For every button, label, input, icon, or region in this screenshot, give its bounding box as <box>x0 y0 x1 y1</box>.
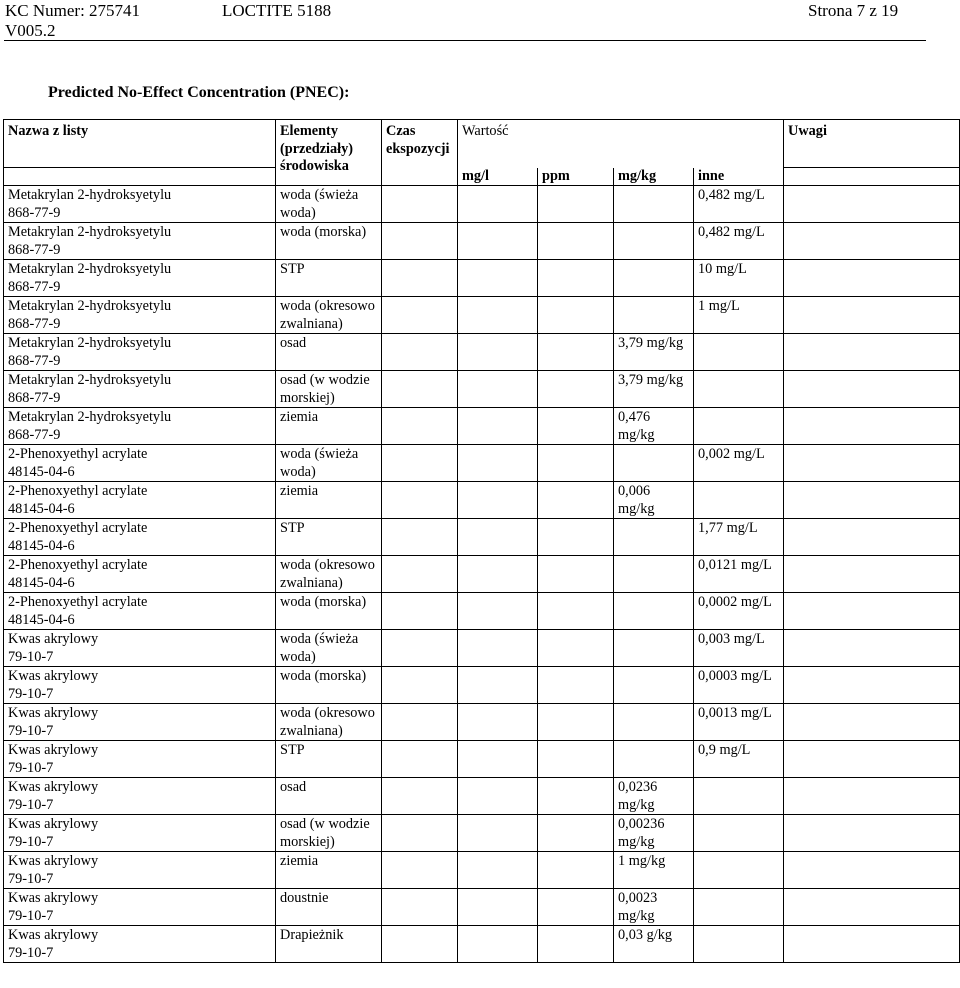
environment-cell: osad (w wodzie morskiej) <box>276 815 382 852</box>
value-mgkg-cell <box>614 704 694 741</box>
value-mgkg-cell <box>614 741 694 778</box>
value-inne-cell: 0,0121 mg/L <box>694 556 784 593</box>
exposure-time-cell <box>382 704 458 741</box>
value-mgl-cell <box>458 186 538 223</box>
value-mgkg-cell <box>614 593 694 630</box>
cas-number: 48145-04-6 <box>8 611 75 628</box>
table-row <box>4 334 960 371</box>
cas-number: 868-77-9 <box>8 204 61 221</box>
environment-cell: ziemia <box>276 852 382 889</box>
header-rule <box>4 40 926 41</box>
value-mgl-cell <box>458 445 538 482</box>
value-mgl-cell <box>458 297 538 334</box>
substance-cell <box>4 445 276 482</box>
notes-cell <box>784 667 960 704</box>
substance-cell <box>4 482 276 519</box>
value-mgl-cell <box>458 704 538 741</box>
value-inne-cell <box>694 778 784 815</box>
value-ppm-cell <box>538 593 614 630</box>
table-row <box>4 815 960 852</box>
cas-number: 79-10-7 <box>8 722 54 739</box>
value-mgkg-cell: 0,006 mg/kg <box>614 482 694 519</box>
notes-cell <box>784 223 960 260</box>
value-mgl-cell <box>458 260 538 297</box>
substance-name: 2-Phenoxyethyl acrylate <box>8 446 148 462</box>
environment-cell: osad <box>276 778 382 815</box>
table-row <box>4 556 960 593</box>
exposure-time-cell <box>382 630 458 667</box>
substance-cell <box>4 667 276 704</box>
value-mgkg-cell <box>614 630 694 667</box>
substance-cell <box>4 186 276 223</box>
exposure-time-cell <box>382 408 458 445</box>
substance-name: 2-Phenoxyethyl acrylate <box>8 594 148 610</box>
value-inne-cell: 1,77 mg/L <box>694 519 784 556</box>
value-mgkg-cell: 0,00236 mg/kg <box>614 815 694 852</box>
exposure-time-cell <box>382 556 458 593</box>
value-ppm-cell <box>538 371 614 408</box>
value-inne-cell: 0,0003 mg/L <box>694 667 784 704</box>
value-mgl-cell <box>458 630 538 667</box>
value-ppm-cell <box>538 630 614 667</box>
value-inne-cell <box>694 926 784 963</box>
substance-name: Kwas akrylowy <box>8 668 99 684</box>
notes-cell <box>784 482 960 519</box>
value-ppm-cell <box>538 556 614 593</box>
value-ppm-cell <box>538 408 614 445</box>
notes-cell <box>784 593 960 630</box>
table-row <box>4 371 960 408</box>
exposure-time-cell <box>382 852 458 889</box>
section-title: Predicted No-Effect Concentration (PNEC): <box>48 84 350 101</box>
value-inne-cell: 0,482 mg/L <box>694 223 784 260</box>
exposure-time-cell <box>382 371 458 408</box>
col-time-header: Czas ekspozycji <box>382 120 458 186</box>
environment-cell: doustnie <box>276 889 382 926</box>
environment-cell: ziemia <box>276 408 382 445</box>
cas-number: 868-77-9 <box>8 241 61 258</box>
cas-number: 79-10-7 <box>8 759 54 776</box>
version: V005.2 <box>5 21 56 40</box>
environment-cell: woda (okresowo zwalniana) <box>276 556 382 593</box>
cas-number: 79-10-7 <box>8 907 54 924</box>
col-value-header: Wartość <box>458 120 784 168</box>
substance-name: 2-Phenoxyethyl acrylate <box>8 520 148 536</box>
value-ppm-cell <box>538 815 614 852</box>
exposure-time-cell <box>382 297 458 334</box>
value-ppm-cell <box>538 852 614 889</box>
value-ppm-cell <box>538 926 614 963</box>
substance-cell <box>4 852 276 889</box>
table-row <box>4 408 960 445</box>
notes-cell <box>784 630 960 667</box>
substance-name: Metakrylan 2-hydroksyetylu <box>8 298 172 314</box>
exposure-time-cell <box>382 445 458 482</box>
environment-cell: STP <box>276 260 382 297</box>
value-mgl-cell <box>458 889 538 926</box>
notes-cell <box>784 371 960 408</box>
substance-cell <box>4 741 276 778</box>
environment-cell: woda (okresowo zwalniana) <box>276 297 382 334</box>
cas-number: 868-77-9 <box>8 426 61 443</box>
substance-cell <box>4 889 276 926</box>
value-ppm-cell <box>538 519 614 556</box>
substance-name: Metakrylan 2-hydroksyetylu <box>8 187 172 203</box>
substance-cell <box>4 630 276 667</box>
notes-cell <box>784 445 960 482</box>
table-row <box>4 593 960 630</box>
environment-cell: woda (świeża woda) <box>276 186 382 223</box>
exposure-time-cell <box>382 593 458 630</box>
environment-cell: ziemia <box>276 482 382 519</box>
value-mgkg-cell <box>614 297 694 334</box>
substance-cell <box>4 926 276 963</box>
value-mgl-cell <box>458 482 538 519</box>
pnec-table <box>3 119 960 963</box>
table-row <box>4 445 960 482</box>
exposure-time-cell <box>382 741 458 778</box>
table-row <box>4 704 960 741</box>
value-inne-cell: 0,002 mg/L <box>694 445 784 482</box>
cas-number: 868-77-9 <box>8 389 61 406</box>
value-inne-cell: 0,003 mg/L <box>694 630 784 667</box>
substance-name: Metakrylan 2-hydroksyetylu <box>8 335 172 351</box>
notes-cell <box>784 186 960 223</box>
substance-cell <box>4 408 276 445</box>
value-ppm-cell <box>538 704 614 741</box>
substance-cell <box>4 556 276 593</box>
table-row <box>4 852 960 889</box>
environment-cell: STP <box>276 741 382 778</box>
notes-cell <box>784 778 960 815</box>
table-row <box>4 667 960 704</box>
table-row <box>4 630 960 667</box>
exposure-time-cell <box>382 519 458 556</box>
value-ppm-cell <box>538 297 614 334</box>
cas-number: 48145-04-6 <box>8 537 75 554</box>
value-mgkg-cell <box>614 223 694 260</box>
substance-name: Kwas akrylowy <box>8 779 99 795</box>
value-ppm-cell <box>538 667 614 704</box>
substance-cell <box>4 778 276 815</box>
substance-cell <box>4 519 276 556</box>
notes-cell <box>784 556 960 593</box>
substance-name: Kwas akrylowy <box>8 742 99 758</box>
exposure-time-cell <box>382 926 458 963</box>
value-inne-cell: 0,482 mg/L <box>694 186 784 223</box>
value-ppm-cell <box>538 223 614 260</box>
table-row <box>4 889 960 926</box>
cas-number: 79-10-7 <box>8 833 54 850</box>
value-mgl-cell <box>458 778 538 815</box>
value-mgkg-cell <box>614 186 694 223</box>
exposure-time-cell <box>382 778 458 815</box>
environment-cell: woda (okresowo zwalniana) <box>276 704 382 741</box>
cas-number: 48145-04-6 <box>8 500 75 517</box>
value-mgl-cell <box>458 815 538 852</box>
substance-name: Metakrylan 2-hydroksyetylu <box>8 261 172 277</box>
exposure-time-cell <box>382 667 458 704</box>
value-inne-cell <box>694 852 784 889</box>
value-inne-cell <box>694 482 784 519</box>
substance-name: Kwas akrylowy <box>8 890 99 906</box>
value-inne-cell <box>694 815 784 852</box>
value-mgkg-cell <box>614 556 694 593</box>
value-ppm-cell <box>538 482 614 519</box>
col-elements-header: Elementy (przedziały) środowiska <box>276 120 382 186</box>
value-mgkg-cell: 1 mg/kg <box>614 852 694 889</box>
value-inne-cell: 0,0002 mg/L <box>694 593 784 630</box>
cas-number: 868-77-9 <box>8 315 61 332</box>
product-name: LOCTITE 5188 <box>222 1 332 20</box>
value-mgkg-cell <box>614 445 694 482</box>
value-mgl-cell <box>458 667 538 704</box>
table-row <box>4 223 960 260</box>
environment-cell: STP <box>276 519 382 556</box>
cas-number: 48145-04-6 <box>8 574 75 591</box>
value-mgkg-cell: 0,476 mg/kg <box>614 408 694 445</box>
exposure-time-cell <box>382 482 458 519</box>
cas-number: 79-10-7 <box>8 796 54 813</box>
value-mgkg-cell <box>614 260 694 297</box>
value-ppm-cell <box>538 186 614 223</box>
substance-name: Metakrylan 2-hydroksyetylu <box>8 409 172 425</box>
notes-cell <box>784 815 960 852</box>
substance-cell <box>4 704 276 741</box>
exposure-time-cell <box>382 334 458 371</box>
table-row <box>4 741 960 778</box>
environment-cell: woda (morska) <box>276 667 382 704</box>
notes-cell <box>784 889 960 926</box>
value-ppm-cell <box>538 889 614 926</box>
unit-inne: inne <box>694 168 784 186</box>
environment-cell: woda (świeża woda) <box>276 630 382 667</box>
value-mgkg-cell: 3,79 mg/kg <box>614 371 694 408</box>
value-inne-cell: 0,0013 mg/L <box>694 704 784 741</box>
value-mgkg-cell: 0,03 g/kg <box>614 926 694 963</box>
substance-cell <box>4 297 276 334</box>
substance-cell <box>4 371 276 408</box>
doc-number: KC Numer: 275741 <box>5 1 141 20</box>
value-mgl-cell <box>458 556 538 593</box>
substance-name: Kwas akrylowy <box>8 853 99 869</box>
environment-cell: Drapieżnik <box>276 926 382 963</box>
substance-name: Kwas akrylowy <box>8 631 99 647</box>
exposure-time-cell <box>382 260 458 297</box>
cas-number: 868-77-9 <box>8 352 61 369</box>
table-row <box>4 482 960 519</box>
notes-cell <box>784 704 960 741</box>
substance-name: 2-Phenoxyethyl acrylate <box>8 483 148 499</box>
substance-name: Kwas akrylowy <box>8 927 99 943</box>
environment-cell: osad <box>276 334 382 371</box>
value-ppm-cell <box>538 445 614 482</box>
notes-cell <box>784 519 960 556</box>
value-mgkg-cell: 0,0236 mg/kg <box>614 778 694 815</box>
unit-ppm: ppm <box>538 168 614 186</box>
col-notes-header: Uwagi <box>784 120 960 168</box>
value-inne-cell <box>694 889 784 926</box>
cas-number: 79-10-7 <box>8 944 54 961</box>
value-mgl-cell <box>458 926 538 963</box>
unit-mgl: mg/l <box>458 168 538 186</box>
notes-cell <box>784 741 960 778</box>
cas-number: 868-77-9 <box>8 278 61 295</box>
notes-cell <box>784 334 960 371</box>
environment-cell: woda (morska) <box>276 223 382 260</box>
value-mgl-cell <box>458 408 538 445</box>
notes-cell <box>784 926 960 963</box>
value-ppm-cell <box>538 778 614 815</box>
unit-mgkg: mg/kg <box>614 168 694 186</box>
value-mgkg-cell <box>614 667 694 704</box>
value-mgl-cell <box>458 371 538 408</box>
substance-cell <box>4 593 276 630</box>
notes-cell <box>784 408 960 445</box>
page-number: Strona 7 z 19 <box>808 1 899 20</box>
table-row <box>4 519 960 556</box>
substance-name: 2-Phenoxyethyl acrylate <box>8 557 148 573</box>
value-inne-cell <box>694 408 784 445</box>
value-mgl-cell <box>458 519 538 556</box>
value-mgl-cell <box>458 741 538 778</box>
col-name-header: Nazwa z listy <box>4 120 276 168</box>
cas-number: 79-10-7 <box>8 870 54 887</box>
substance-name: Metakrylan 2-hydroksyetylu <box>8 224 172 240</box>
exposure-time-cell <box>382 186 458 223</box>
exposure-time-cell <box>382 223 458 260</box>
cas-number: 79-10-7 <box>8 685 54 702</box>
cas-number: 79-10-7 <box>8 648 54 665</box>
notes-cell <box>784 852 960 889</box>
environment-cell: woda (świeża woda) <box>276 445 382 482</box>
environment-cell: woda (morska) <box>276 593 382 630</box>
exposure-time-cell <box>382 815 458 852</box>
substance-cell <box>4 260 276 297</box>
substance-name: Metakrylan 2-hydroksyetylu <box>8 372 172 388</box>
substance-cell <box>4 815 276 852</box>
value-mgkg-cell: 0,0023 mg/kg <box>614 889 694 926</box>
environment-cell: osad (w wodzie morskiej) <box>276 371 382 408</box>
table-row <box>4 260 960 297</box>
value-mgkg-cell <box>614 519 694 556</box>
value-inne-cell <box>694 371 784 408</box>
table-row <box>4 926 960 963</box>
value-inne-cell <box>694 334 784 371</box>
notes-cell <box>784 260 960 297</box>
table-row <box>4 297 960 334</box>
substance-name: Kwas akrylowy <box>8 816 99 832</box>
value-mgl-cell <box>458 334 538 371</box>
value-mgl-cell <box>458 593 538 630</box>
value-ppm-cell <box>538 334 614 371</box>
value-mgl-cell <box>458 223 538 260</box>
value-inne-cell: 0,9 mg/L <box>694 741 784 778</box>
table-row <box>4 778 960 815</box>
value-ppm-cell <box>538 260 614 297</box>
notes-cell <box>784 297 960 334</box>
value-inne-cell: 10 mg/L <box>694 260 784 297</box>
cas-number: 48145-04-6 <box>8 463 75 480</box>
value-mgkg-cell: 3,79 mg/kg <box>614 334 694 371</box>
table-row <box>4 186 960 223</box>
exposure-time-cell <box>382 889 458 926</box>
substance-name: Kwas akrylowy <box>8 705 99 721</box>
value-inne-cell: 1 mg/L <box>694 297 784 334</box>
substance-cell <box>4 223 276 260</box>
value-mgl-cell <box>458 852 538 889</box>
substance-cell <box>4 334 276 371</box>
value-ppm-cell <box>538 741 614 778</box>
